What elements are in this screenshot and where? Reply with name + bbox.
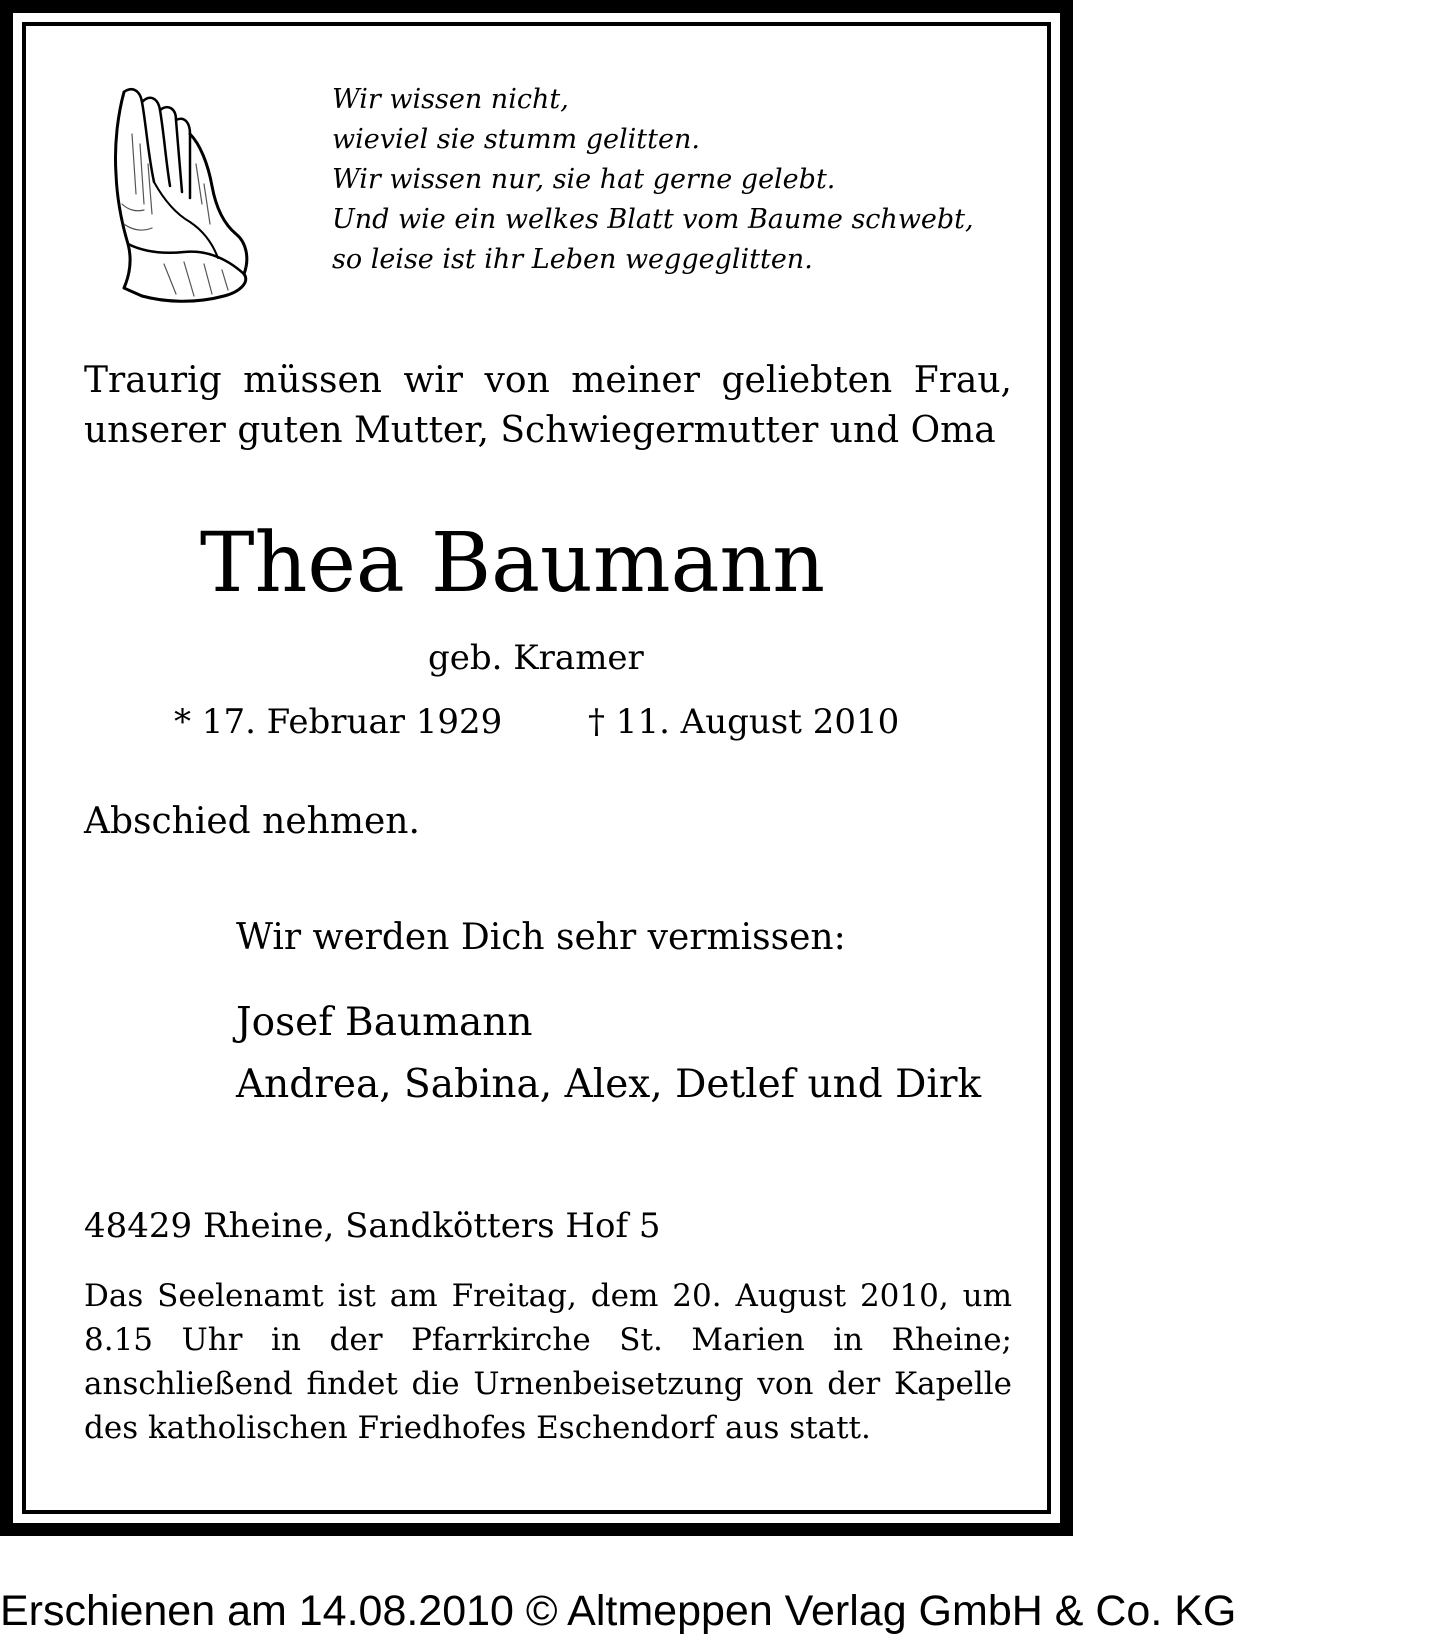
obituary-notice — [26, 26, 1047, 1510]
death-date: † 11. August 2010 — [588, 702, 900, 742]
poem-line: wieviel sie stumm gelitten. — [332, 124, 700, 155]
mourner-line: Josef Baumann — [236, 1000, 533, 1045]
service-info — [84, 1274, 1012, 1450]
address: 48429 Rheine, Sandkötters Hof 5 — [84, 1206, 661, 1246]
farewell-text: Abschied nehmen. — [84, 801, 420, 842]
mourner-line: Andrea, Sabina, Alex, Detlef und Dirk — [236, 1062, 982, 1107]
intro-line: unserer guten Mutter, Schwiegermutter und Oma — [84, 410, 996, 451]
service-line: anschließend findet die Urnenbeisetzung von der Kapelle — [84, 1366, 1012, 1402]
service-line: Das Seelenamt ist am Freitag, dem 20. August 2010, um — [84, 1278, 1012, 1314]
deceased-name: Thea Baumann — [199, 516, 826, 611]
service-line: 8.15 Uhr in der Pfarrkirche St. Marien in Rheine; — [84, 1322, 1012, 1358]
poem-line: Wir wissen nicht, — [332, 84, 569, 115]
poem — [332, 80, 1012, 280]
poem-line: so leise ist ihr Leben weggeglitten. — [332, 244, 813, 275]
poem-line: Und wie ein welkes Blatt vom Baume schwebt, — [332, 204, 974, 235]
mourners-list — [236, 992, 981, 1116]
service-line: des katholischen Friedhofes Eschendorf aus statt. — [84, 1410, 871, 1446]
poem-line: Wir wissen nur, sie hat gerne gelebt. — [332, 164, 836, 195]
birth-date: * 17. Februar 1929 — [174, 702, 503, 742]
praying-hands-icon — [84, 74, 262, 306]
intro-text — [84, 356, 1012, 456]
birth-name: geb. Kramer — [428, 638, 644, 678]
miss-line: Wir werden Dich sehr vermissen: — [236, 917, 846, 958]
intro-line: Traurig müssen wir von meiner geliebten Frau, — [84, 360, 1012, 401]
publication-footer: Erschienen am 14.08.2010 © Altmeppen Verlag GmbH & Co. KG — [0, 1587, 1237, 1635]
notice-inner-border — [22, 22, 1051, 1514]
